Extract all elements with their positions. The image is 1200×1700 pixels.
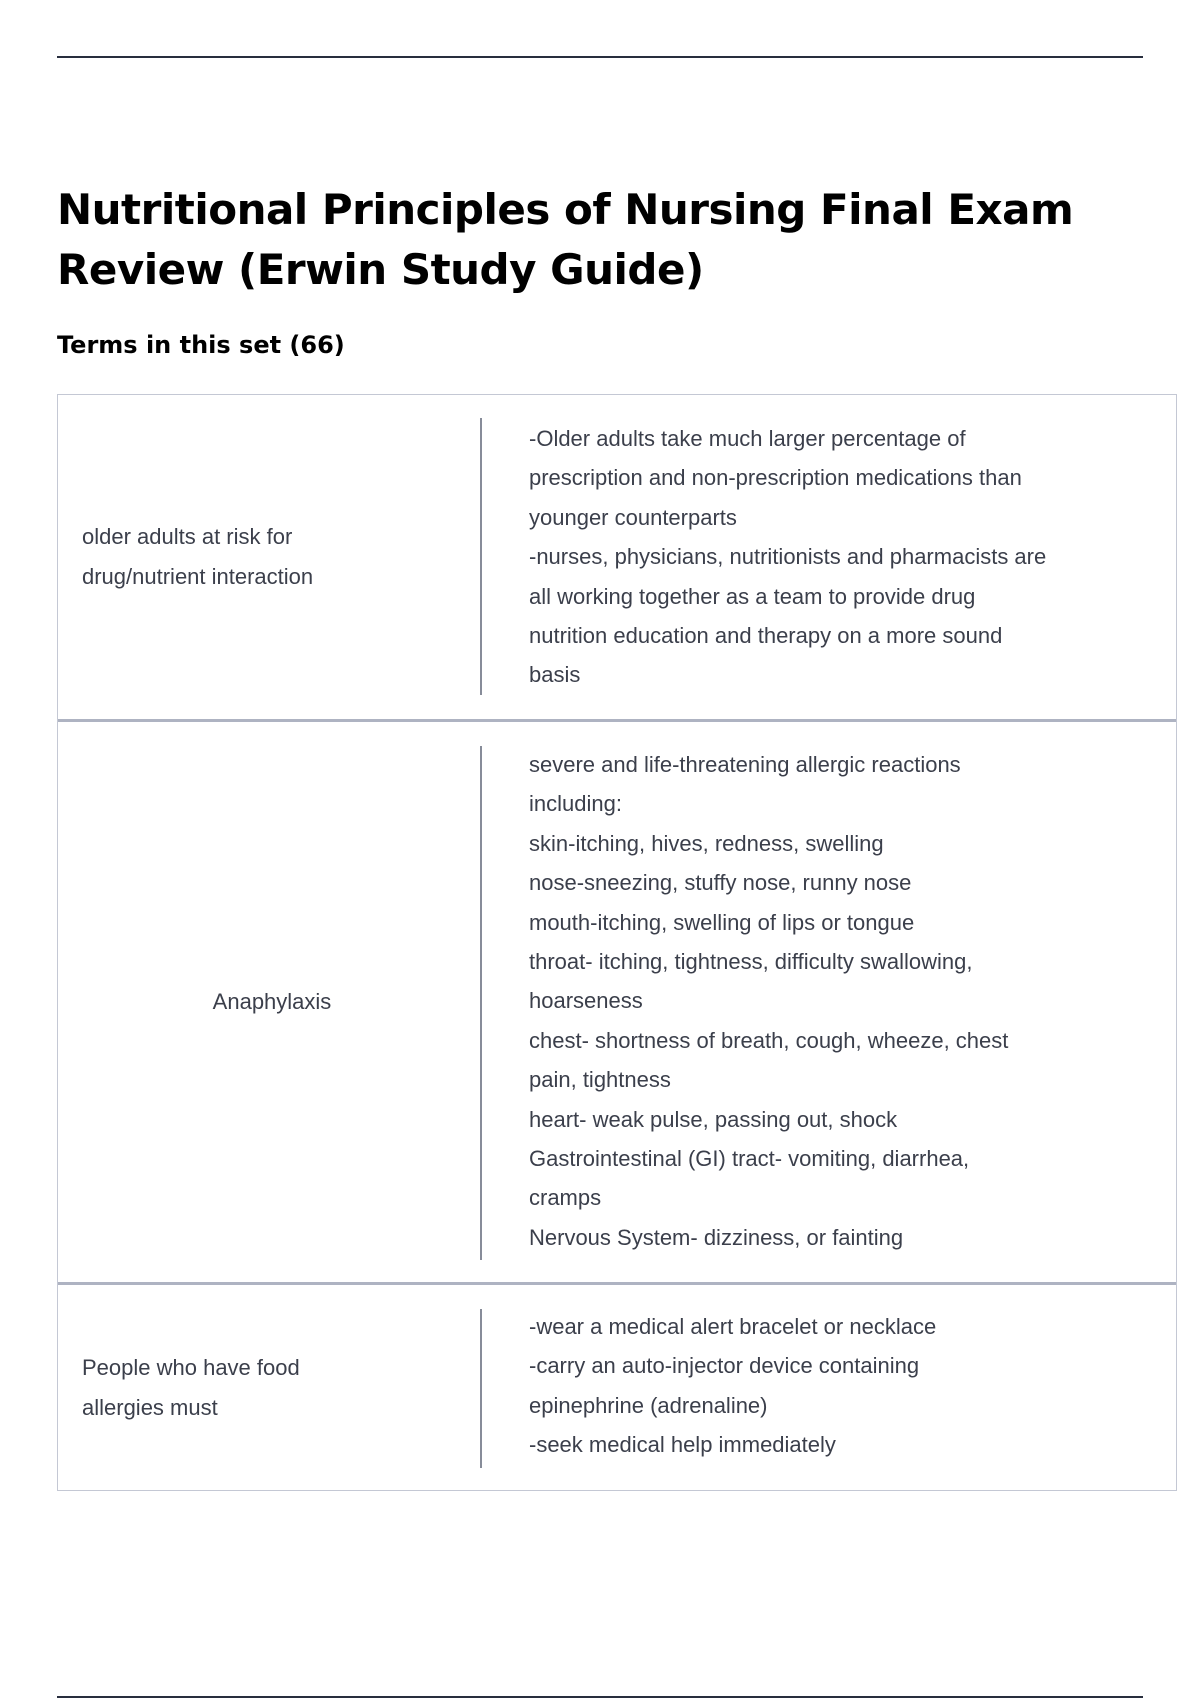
definition-line: Nervous System- dizziness, or fainting — [529, 1224, 904, 1250]
definition-line: prescription and non-prescription medications than — [529, 465, 1022, 491]
term-cell — [82, 722, 462, 1282]
term-text: Anaphylaxis — [212, 989, 332, 1014]
definition-line: throat- itching, tightness, difficulty swallowing, — [529, 949, 973, 975]
definition-line: nutrition education and therapy on a more sound — [529, 623, 1003, 649]
top-rule — [57, 56, 1143, 58]
definition-line: younger counterparts — [529, 504, 737, 530]
definition-line: -nurses, physicians, nutritionists and pharmacists are — [529, 544, 1047, 570]
column-divider — [480, 418, 482, 695]
definition-line: -carry an auto-injector device containing — [529, 1353, 920, 1379]
definition-cell — [529, 745, 1149, 1257]
column-divider — [480, 1309, 482, 1468]
terms-table — [57, 394, 1177, 1491]
term-row — [58, 395, 1176, 719]
definition-line: severe and life-threatening allergic reactions — [529, 752, 961, 777]
definition-cell — [529, 1307, 1149, 1465]
definition-line: mouth-itching, swelling of lips or tongue — [529, 909, 915, 935]
definition-cell — [529, 419, 1149, 695]
definition-line: pain, tightness — [529, 1067, 671, 1093]
definition-line: -seek medical help immediately — [529, 1432, 836, 1458]
column-divider — [480, 746, 482, 1260]
definition-line: nose-sneezing, stuffy nose, runny nose — [529, 870, 912, 896]
definition-line: cramps — [529, 1185, 602, 1211]
definition-line: chest- shortness of breath, cough, wheeze, chest — [529, 1027, 1009, 1053]
page-title: Nutritional Principles of Nursing Final Exam Review (Erwin Study Guide) — [57, 185, 1074, 294]
definition-line: including: — [529, 791, 622, 817]
term-cell — [82, 1285, 462, 1490]
definition-line: all working together as a team to provide drug — [529, 583, 976, 609]
bottom-rule — [57, 1696, 1143, 1698]
term-cell — [82, 395, 462, 719]
definition-line: -wear a medical alert bracelet or necklace — [529, 1314, 937, 1339]
term-row — [58, 1282, 1176, 1490]
definition-line: basis — [529, 662, 581, 688]
definition-line: -Older adults take much larger percentage of — [529, 426, 966, 451]
terms-count-heading: Terms in this set (66) — [57, 331, 345, 359]
definition-line: heart- weak pulse, passing out, shock — [529, 1106, 898, 1132]
term-text: People who have food allergies must — [82, 1354, 300, 1420]
term-row — [58, 719, 1176, 1282]
definition-line: epinephrine (adrenaline) — [529, 1392, 768, 1418]
definition-line: hoarseness — [529, 988, 643, 1014]
term-text: older adults at risk for drug/nutrient interaction — [82, 524, 314, 589]
definition-line: Gastrointestinal (GI) tract- vomiting, diarrhea, — [529, 1146, 970, 1172]
definition-line: skin-itching, hives, redness, swelling — [529, 830, 884, 856]
